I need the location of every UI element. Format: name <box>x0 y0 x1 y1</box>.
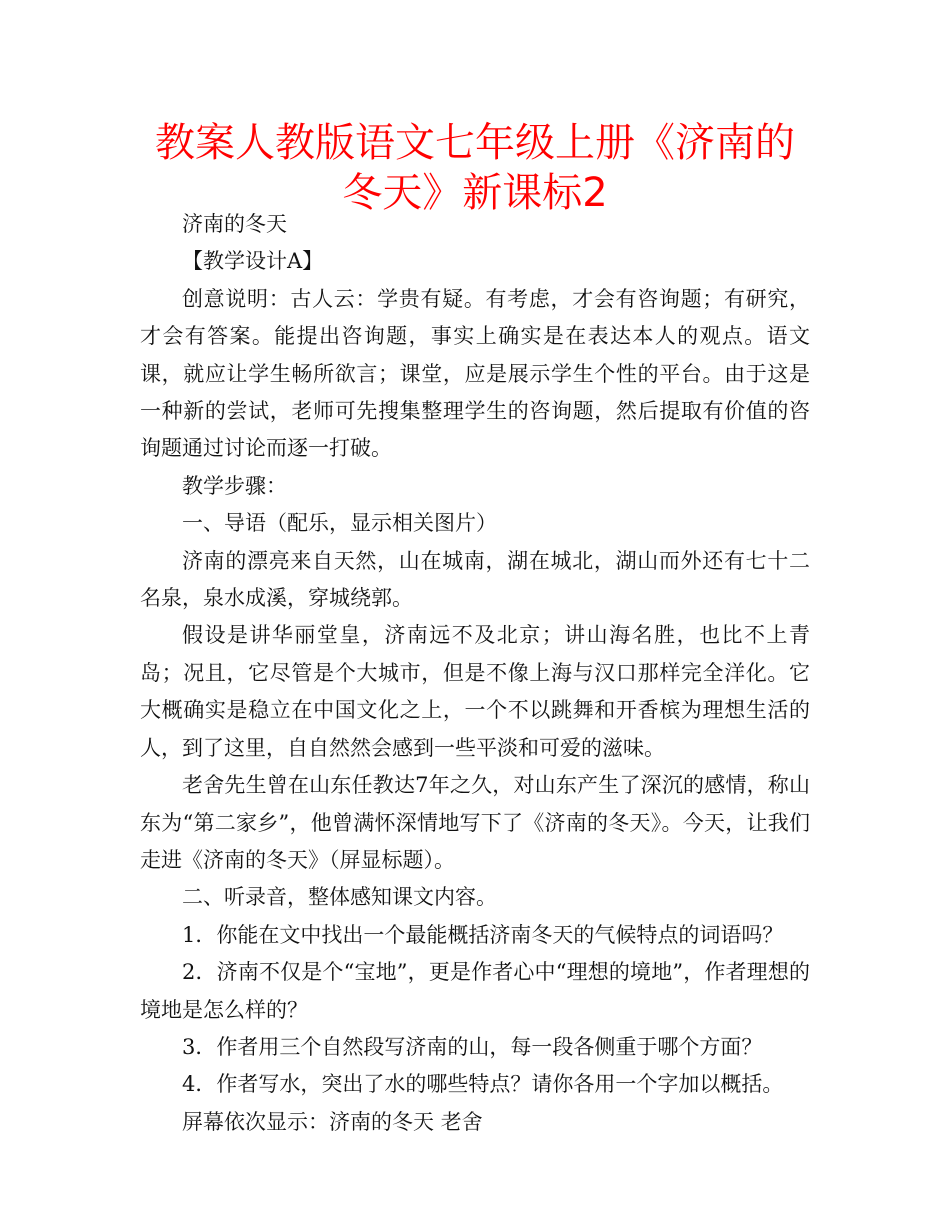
question-4: 4．作者写水，突出了水的哪些特点？请你各用一个字加以概括。 <box>182 1072 784 1097</box>
section-two-heading: 二、听录音，整体感知课文内容。 <box>182 885 497 910</box>
intro-paragraph-2: 假设是讲华丽堂皇，济南远不及北京；讲山海名胜，也比不上青岛；况且，它尽管是个大城市，但是不像上海与汉口那样完全洋化。它大概确实是稳立在中国文化之上，一个不以跳舞和开香槟为理想生活的人，到了这里，自自然然会感到一些平淡和可爱的滋味。 <box>140 623 810 760</box>
document-title: 教案人教版语文七年级上册《济南的冬天》新课标2 <box>155 120 795 216</box>
screen-display-line: 屏幕依次显示：济南的冬天 老舍 <box>182 1109 483 1134</box>
intro-paragraph-3: 老舍先生曾在山东任教达7年之久，对山东产生了深沉的感情，称山东为“第二家乡”，他曾满怀深情地写下了《济南的冬天》。今天，让我们走进《济南的冬天》（屏显标题）。 <box>140 773 810 872</box>
question-1: 1．你能在文中找出一个最能概括济南冬天的气候特点的词语吗？ <box>182 922 784 947</box>
question-3: 3．作者用三个自然段写济南的山，每一段各侧重于哪个方面？ <box>182 1034 763 1059</box>
lesson-heading: 济南的冬天 <box>182 212 287 236</box>
section-one-heading: 一、导语（配乐，显示相关图片） <box>182 511 497 536</box>
teaching-steps-heading: 教学步骤： <box>182 473 287 498</box>
question-2: 2．济南不仅是个“宝地”，更是作者心中“理想的境地”，作者理想的境地是怎么样的？ <box>140 960 810 1022</box>
creative-explanation-paragraph: 创意说明：古人云：学贵有疑。有考虑，才会有咨询题；有研究，才会有答案。能提出咨询题，事实上确实是在表达本人的观点。语文课，就应让学生畅所欲言；课堂，应是展示学生个性的平台。由于这是一种新的尝试，老师可先搜集整理学生的咨询题，然后提取有价值的咨询题通过讨论而逐一打破。 <box>140 286 810 461</box>
intro-paragraph-1: 济南的漂亮来自天然，山在城南，湖在城北，湖山而外还有七十二名泉，泉水成溪，穿城绕郭。 <box>140 548 810 611</box>
design-label: 【教学设计A】 <box>182 249 324 274</box>
document-body <box>140 206 810 1141</box>
